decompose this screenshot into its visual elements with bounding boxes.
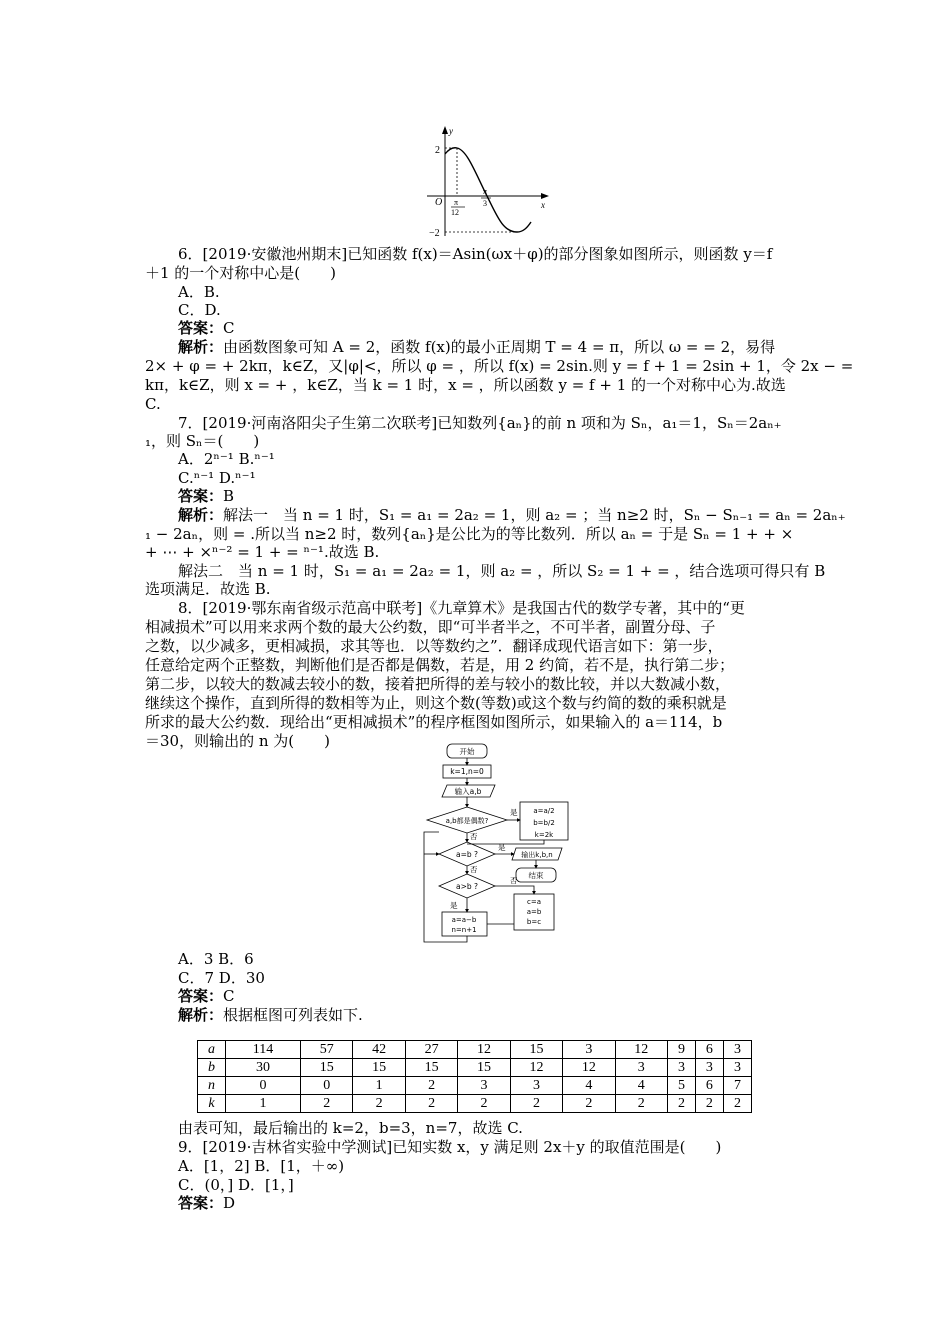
table-cell: 2 [615, 1095, 667, 1113]
table-row [198, 1041, 752, 1059]
q6-stem-line1: 6．[2019·安徽池州期末]已知函数 f(x)＝Asin(ωx＋φ)的部分图象如图所示，则函数 y＝f [178, 245, 773, 263]
table-cell: 9 [668, 1041, 696, 1059]
table-cell: 3 [695, 1059, 723, 1077]
table-cell: 57 [301, 1041, 353, 1059]
table-cell: 0 [225, 1077, 300, 1095]
q7-stem-line2: ₁，则 Sₙ＝( ) [145, 432, 260, 450]
q8-stem-line1: 8．[2019·鄂东南省级示范高中联考]《九章算术》是我国古代的数学专著，其中的“更 [178, 599, 745, 617]
q8-options-cd: C．7 D．30 [178, 969, 265, 987]
q8-stem-line5: 第二步，以较大的数减去较小的数，接着把所得的差与较小的数比较，并以大数减小数， [145, 675, 731, 693]
q7-analysis-line1: 解析：解法一 当 n = 1 时，S₁ = a₁ = 2a₂ = 1，则 a₂ = ；当 n≥2 时，Sₙ − Sₙ₋₁ = aₙ = 2aₙ₊ [178, 506, 846, 524]
flow-halve-a-text: a=a/2 [533, 807, 555, 815]
table-cell: 6 [695, 1077, 723, 1095]
q7-stem-line1: 7．[2019·河南洛阳尖子生第二次联考]已知数列{aₙ}的前 n 项和为 Sₙ，a₁＝1，Sₙ＝2aₙ₊ [178, 414, 782, 432]
q8-stem-line6: 继续这个操作，直到所得的数相等为止，则这个数(等数)或这个数与约简的数的乘积就是 [145, 694, 727, 712]
table-cell: 7 [723, 1077, 751, 1095]
answer-label: 答案： [178, 1194, 224, 1212]
q7-analysis-line2: ₁ − 2aₙ，则 = .所以当 n≥2 时，数列{aₙ}是公比为的等比数列．所以 aₙ = 于是 Sₙ = 1 + + × [145, 525, 794, 543]
table-cell: 1 [353, 1077, 405, 1095]
table-cell: 3 [563, 1041, 615, 1059]
q9-options-ab: A．[1，2] B．[1，＋∞) [178, 1157, 345, 1175]
answer-label: 答案： [178, 487, 224, 505]
table-cell: 4 [563, 1077, 615, 1095]
q7-analysis-line3: + ⋯ + ×ⁿ⁻² = 1 + = ⁿ⁻¹.故选 B. [145, 543, 380, 561]
x-tick2-den: 3 [483, 199, 487, 208]
y-axis-label: y [449, 126, 453, 136]
q6-answer [178, 319, 843, 338]
flowchart-figure [410, 742, 580, 947]
q6-analysis-line4: C. [145, 395, 161, 413]
table-cell: 3 [458, 1077, 510, 1095]
sine-graph-figure [405, 124, 555, 242]
q6-options-ab: A．B. [178, 283, 220, 301]
table-cell: 3 [723, 1059, 751, 1077]
flow-cond3-text: a>b ? [455, 882, 479, 891]
flow-yes3-text: 是 [450, 901, 458, 910]
table-cell: 30 [225, 1059, 300, 1077]
q7-options-ab: A．2ⁿ⁻¹ B.ⁿ⁻¹ [178, 450, 275, 468]
q9-answer [178, 1194, 843, 1213]
y-min-label: −2 [429, 228, 440, 239]
q6-analysis-line3: kπ，k∈Z，则 x = + ，k∈Z，当 k = 1 时，x = ，所以函数 y = f + 1 的一个对称中心为.故选 [145, 376, 786, 394]
flow-sub-text: a=a−b [451, 916, 477, 924]
table-cell: 2 [458, 1095, 510, 1113]
flow-double-k-text: k=2k [534, 831, 554, 839]
table-cell: 2 [563, 1095, 615, 1113]
flow-inc-text: n=n+1 [451, 926, 477, 934]
flow-init-text: k=1,n=0 [450, 767, 484, 776]
table-cell: 6 [695, 1041, 723, 1059]
table-cell: 0 [301, 1077, 353, 1095]
q7-analysis-line5: 选项满足．故选 B. [145, 580, 271, 598]
table-cell: 15 [510, 1041, 562, 1059]
table-row [198, 1077, 752, 1095]
table-cell: 4 [615, 1077, 667, 1095]
flow-output-text: 输出k,b,n [521, 851, 553, 859]
q8-conclusion: 由表可知，最后输出的 k=2，b=3，n=7，故选 C. [178, 1119, 523, 1137]
q6-analysis-line2: 2× + φ = + 2kπ，k∈Z，又|φ|<，所以 φ = ，所以 f(x) = 2sin.则 y = f + 1 = 2sin + 1，令 2x − = [145, 357, 854, 375]
flow-swap1-text: c=a [526, 898, 542, 906]
sine-curve [445, 148, 531, 232]
q8-stem-line3: 之数，以少减多，更相减损，求其等也．以等数约之”．翻译成现代语言如下：第一步， [145, 637, 723, 655]
table-row-header: n [198, 1077, 226, 1095]
q8-stem-line4: 任意给定两个正整数，判断他们是否都是偶数，若是，用 2 约简，若不是，执行第二步； [145, 656, 735, 674]
flow-end-text: 结束 [528, 871, 544, 880]
flow-yes2-text: 是 [498, 843, 506, 852]
table-row-header: k [198, 1095, 226, 1113]
analysis-label: 解析： [178, 338, 224, 356]
table-cell: 2 [405, 1095, 457, 1113]
table-cell: 2 [695, 1095, 723, 1113]
table-cell: 15 [301, 1059, 353, 1077]
answer-value: B [223, 487, 235, 505]
flow-halve-b-text: b=b/2 [533, 819, 555, 827]
flow-input-text: 输入a,b [454, 787, 482, 796]
q8-stem-line2: 相减损术”可以用来求两个数的最大公约数，即“可半者半之，不可半者，副置分母、子 [145, 618, 716, 636]
q7-analysis-line4: 解法二 当 n = 1 时，S₁ = a₁ = 2a₂ = 1，则 a₂ = ，所以 S₂ = 1 + = ，结合选项可得只有 B [178, 562, 826, 580]
origin-label: O [435, 197, 443, 208]
y-axis-arrow [442, 126, 448, 134]
table-cell: 3 [723, 1041, 751, 1059]
flow-no3-text: 否 [510, 876, 518, 885]
table-cell: 12 [615, 1041, 667, 1059]
table-row [198, 1059, 752, 1077]
q8-stem-line7: 所求的最大公约数．现给出“更相减损术”的程序框图如图所示，如果输入的 a＝114，b [145, 713, 723, 731]
x-axis-arrow [541, 193, 549, 199]
q8-analysis: 解析：根据框图可列表如下. [178, 1006, 363, 1024]
table-cell: 1 [225, 1095, 300, 1113]
q8-options-ab: A．3 B．6 [178, 950, 254, 968]
q6-options-cd: C．D. [178, 301, 221, 319]
flow-no1-text: 否 [470, 832, 478, 841]
table-cell: 5 [668, 1077, 696, 1095]
table-cell: 2 [405, 1077, 457, 1095]
q6-analysis-line1: 解析：由函数图象可知 A = 2，函数 f(x)的最小正周期 T = 4 = π，所以 ω = = 2，易得 [178, 338, 776, 356]
x-tick2-num: π [483, 187, 488, 196]
table-row-header: b [198, 1059, 226, 1077]
table-cell: 2 [353, 1095, 405, 1113]
table-cell: 15 [405, 1059, 457, 1077]
table-cell: 2 [668, 1095, 696, 1113]
flow-cond2-text: a=b ? [455, 850, 479, 859]
iteration-table [197, 1040, 752, 1113]
q9-stem: 9．[2019·吉林省实验中学测试]已知实数 x，y 满足则 2x＋y 的取值范围是( ) [178, 1138, 722, 1156]
table-cell: 3 [510, 1077, 562, 1095]
q8-answer [178, 987, 843, 1006]
table-cell: 12 [510, 1059, 562, 1077]
table-cell: 2 [510, 1095, 562, 1113]
flow-start-text: 开始 [459, 747, 475, 756]
q7-options-cd: C.ⁿ⁻¹ D.ⁿ⁻¹ [178, 469, 256, 487]
answer-value: C [223, 987, 235, 1005]
table-cell: 12 [563, 1059, 615, 1077]
table-cell: 15 [458, 1059, 510, 1077]
answer-value: C [223, 319, 235, 337]
flow-yes1-text: 是 [510, 808, 518, 817]
x-tick1-den: 12 [451, 208, 459, 217]
q9-options-cd: C．(0，] D．[1，] [178, 1176, 294, 1194]
table-cell: 12 [458, 1041, 510, 1059]
answer-label: 答案： [178, 319, 224, 337]
q8-stem-line8: ＝30，则输出的 n 为( ) [145, 732, 330, 750]
q7-answer [178, 487, 843, 506]
flow-swap3-text: b=c [526, 918, 542, 926]
analysis-label: 解析： [178, 1006, 224, 1024]
answer-value: D [223, 1194, 236, 1212]
table-cell: 42 [353, 1041, 405, 1059]
answer-label: 答案： [178, 987, 224, 1005]
table-cell: 3 [615, 1059, 667, 1077]
analysis-label: 解析： [178, 506, 224, 524]
x-axis-label: x [541, 200, 545, 210]
table-row-header: a [198, 1041, 226, 1059]
table-cell: 3 [668, 1059, 696, 1077]
table-cell: 2 [723, 1095, 751, 1113]
flow-cond1-text: a,b都是偶数? [445, 817, 489, 825]
table-cell: 15 [353, 1059, 405, 1077]
flow-no2-text: 否 [470, 865, 478, 874]
flow-swap2-text: a=b [526, 908, 542, 916]
table-cell: 27 [405, 1041, 457, 1059]
table-cell: 114 [225, 1041, 300, 1059]
x-tick1-num: π [454, 198, 459, 207]
table-cell: 2 [301, 1095, 353, 1113]
table-row [198, 1095, 752, 1113]
y-max-label: 2 [435, 145, 440, 156]
q6-stem-line2: ＋1 的一个对称中心是( ) [145, 264, 337, 282]
